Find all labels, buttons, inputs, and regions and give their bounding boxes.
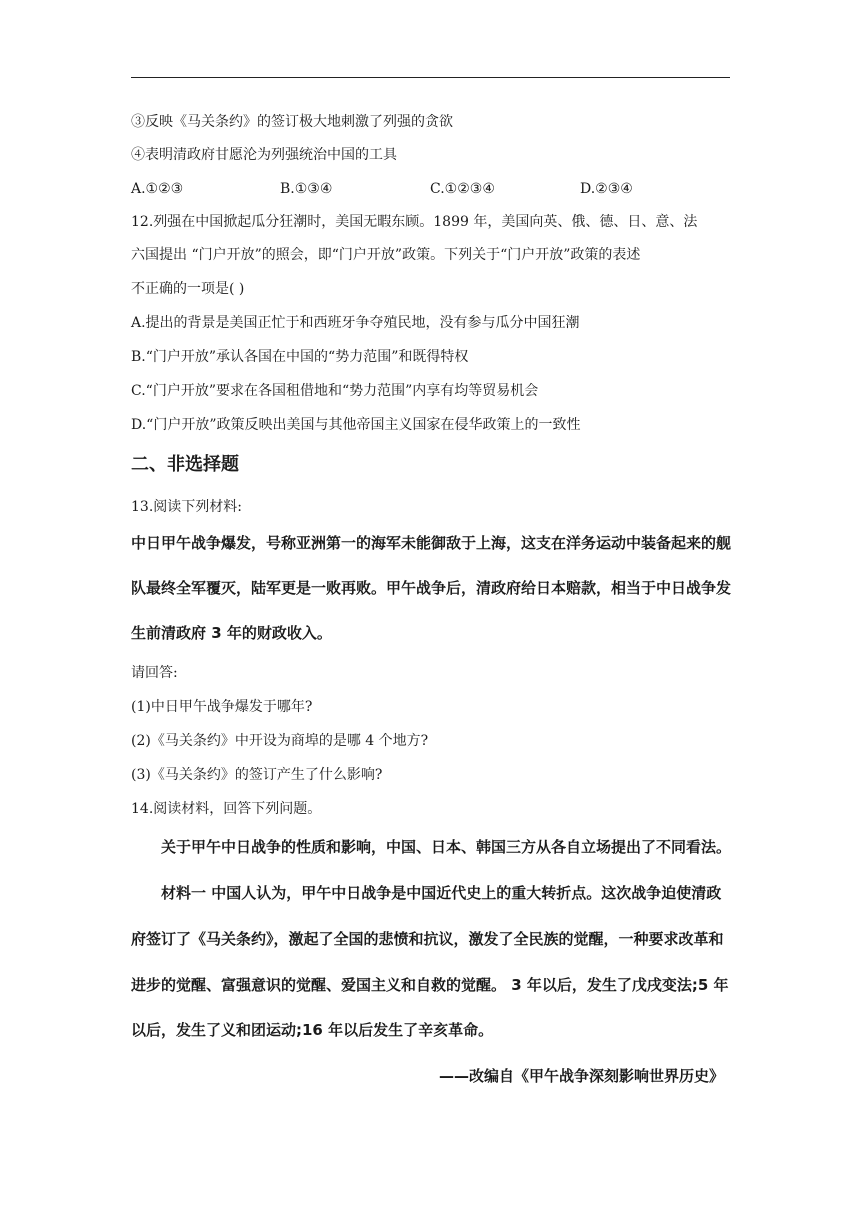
q14-material1-line: 府签订了《马关条约》，激起了全国的悲愤和抗议，激发了全民族的觉醒，一种要求改革和 [131, 930, 724, 948]
section-title: 二、非选择题 [131, 454, 239, 475]
q13-material-line: 队最终全军覆灭，陆军更是一败再败。甲午战争后，清政府给日本赔款，相当于中日战争发 [131, 579, 732, 597]
q14-lead: 关于甲午中日战争的性质和影响，中国、日本、韩国三方从各自立场提出了不同看法。 [161, 838, 732, 856]
q12-stem-line: 不正确的一项是( ) [131, 281, 245, 297]
q13-question-3: (3)《马关条约》的签订产生了什么影响? [131, 767, 383, 783]
q12-stem-line: 12.列强在中国掀起瓜分狂潮时，美国无暇东顾。1899 年，美国向英、俄、德、日、意、法 [131, 214, 698, 230]
q12-option-b: B.“门户开放”承认各国在中国的“势力范围”和既得特权 [131, 349, 469, 365]
q14-source: ——改编自《甲午战争深刻影响世界历史》 [438, 1067, 724, 1085]
q12-option-c: C.“门户开放”要求在各国租借地和“势力范围”内享有均等贸易机会 [131, 383, 539, 399]
q12-stem-line: 六国提出 “门户开放”的照会，即“门户开放”政策。下列关于“门户开放”政策的表述 [131, 247, 641, 263]
q13-prompt: 请回答: [131, 665, 178, 681]
q14-material1-line [161, 883, 721, 903]
q13-material-line: 生前清政府 3 年的财政收入。 [131, 624, 332, 642]
q13-question-2: (2)《马关条约》中开设为商埠的是哪 4 个地方? [131, 733, 429, 749]
q12-option-a: A.提出的背景是美国正忙于和西班牙争夺殖民地，没有参与瓜分中国狂潮 [131, 315, 580, 331]
header-rule [131, 77, 730, 78]
q11-option-d: D.②③④ [580, 181, 633, 197]
q13-intro: 13.阅读下列材料: [131, 499, 242, 515]
q14-material1-line: 以后，发生了义和团运动;16 年以后发生了辛亥革命。 [131, 1021, 494, 1039]
q11-item-4: ④表明清政府甘愿沦为列强统治中国的工具 [131, 147, 397, 163]
q12-option-d: D.“门户开放”政策反映出美国与其他帝国主义国家在侵华政策上的一致性 [131, 417, 581, 433]
q14-material1-line: 进步的觉醒、富强意识的觉醒、爱国主义和自救的觉醒。 3 年以后，发生了戊戌变法;5 年 [131, 976, 729, 994]
material1-text: 中国人认为，甲午中日战争是中国近代史上的重大转折点。这次战争迫使清政 [206, 884, 722, 902]
q14-intro: 14.阅读材料，回答下列问题。 [131, 801, 322, 817]
q11-item-3: ③反映《马关条约》的签订极大地刺激了列强的贪欲 [131, 114, 453, 130]
q11-option-c: C.①②③④ [430, 181, 495, 197]
q13-material-line: 中日甲午战争爆发，号称亚洲第一的海军未能御敌于上海，这支在洋务运动中装备起来的舰 [131, 534, 732, 552]
material1-label: 材料一 [161, 884, 207, 902]
q13-question-1: (1)中日甲午战争爆发于哪年? [131, 699, 313, 715]
q11-option-a: A.①②③ [131, 181, 184, 197]
q11-option-b: B.①③④ [280, 181, 333, 197]
